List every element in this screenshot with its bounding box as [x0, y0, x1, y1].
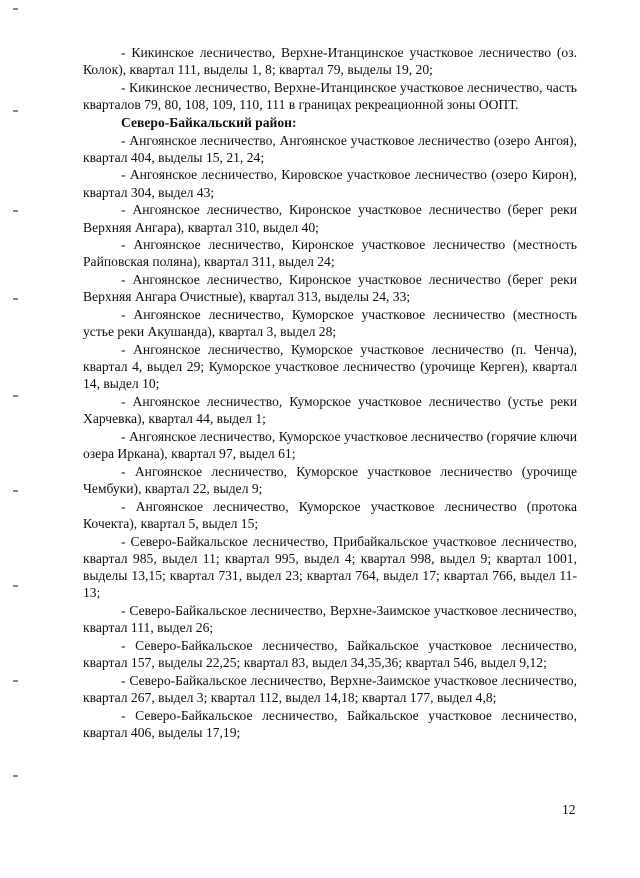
margin-mark — [13, 298, 18, 300]
paragraph: - Северо-Байкальское лесничество, Байкальское участковое лесничество, квартал 157, выделы 22,25; квартал 83, выдел 34,35,36; квартал 546, выдел 9,12; — [83, 637, 577, 671]
paragraph: - Ангоянское лесничество, Киронское участковое лесничество (местность Райповская поляна), квартал 311, выдел 24; — [83, 237, 577, 270]
paragraph: - Ангоянское лесничество, Киронское участковое лесничество (берег реки Верхняя Ангара), квартал 310, выдел 40; — [83, 202, 577, 235]
paragraph: - Ангоянское лесничество, Куморское участковое лесничество (урочище Чембуки), квартал 22, выдел 9; — [83, 463, 577, 497]
paragraph: - Кикинское лесничество, Верхне-Итанцинское участковое лесничество (оз. Колок), квартал 111, выделы 1, 8; квартал 79, выделы 19, 20; — [83, 45, 577, 78]
margin-mark — [13, 110, 18, 112]
margin-mark — [13, 395, 18, 397]
paragraph: - Ангоянское лесничество, Киронское участковое лесничество (берег реки Верхняя Ангара Очистные), квартал 313, выделы 24, 33; — [83, 272, 577, 305]
margin-mark — [13, 585, 18, 587]
page-number: 12 — [562, 802, 576, 817]
paragraph: - Ангоянское лесничество, Кировское участковое лесничество (озеро Кирон), квартал 304, выдел 43; — [83, 167, 577, 200]
paragraph: - Ангоянское лесничество, Куморское участковое лесничество (п. Ченча), квартал 4, выдел 29; Куморское участковое лесничество (урочище Керген), квартал 14, выдел 10; — [83, 341, 577, 392]
paragraph: - Северо-Байкальское лесничество, Байкальское участковое лесничество, квартал 406, выделы 17,19; — [83, 707, 577, 740]
paragraph: - Северо-Байкальское лесничество, Верхне-Заимское участковое лесничество, квартал 267, выдел 3; квартал 112, выдел 14,18; квартал 177, выдел 4,8; — [83, 672, 577, 706]
body-text — [83, 44, 577, 742]
paragraph: - Северо-Байкальское лесничество, Прибайкальское участковое лесничество, квартал 985, выдел 11; квартал 995, выдел 4; квартал 998, выдел 9; квартал 1001, выделы 13,15; квартал 731, выдел 23; квартал 764, выдел 17; квартал 766, выдел 11-13; — [83, 533, 577, 601]
section-heading: Северо-Байкальский район: — [121, 114, 297, 130]
paragraph: - Ангоянское лесничество, Куморское участковое лесничество (горячие ключи озера Иркана), квартал 97, выдел 61; — [83, 428, 577, 462]
paragraph: - Кикинское лесничество, Верхне-Итанцинское участковое лесничество, часть кварталов 79, 80, 108, 109, 110, 111 в границах рекреационной зоны ООПТ. — [83, 79, 577, 113]
paragraph: - Ангоянское лесничество, Ангоянское участковое лесничество (озеро Ангоя), квартал 404, выделы 15, 21, 24; — [83, 132, 577, 165]
paragraph: - Ангоянское лесничество, Куморское участковое лесничество (протока Кочекта), квартал 5, выдел 15; — [83, 498, 577, 531]
margin-mark — [13, 8, 18, 10]
paragraph: - Северо-Байкальское лесничество, Верхне-Заимское участковое лесничество, квартал 111, выдел 26; — [83, 603, 577, 636]
margin-mark — [13, 210, 18, 212]
paragraph: - Ангоянское лесничество, Куморское участковое лесничество (местность устье реки Акушанда), квартал 3, выдел 28; — [83, 307, 577, 340]
margin-mark — [13, 680, 18, 682]
margin-mark — [13, 775, 18, 777]
paragraph: - Ангоянское лесничество, Куморское участковое лесничество (устье реки Харчевка), квартал 44, выдел 1; — [83, 394, 577, 427]
margin-mark — [13, 490, 18, 492]
